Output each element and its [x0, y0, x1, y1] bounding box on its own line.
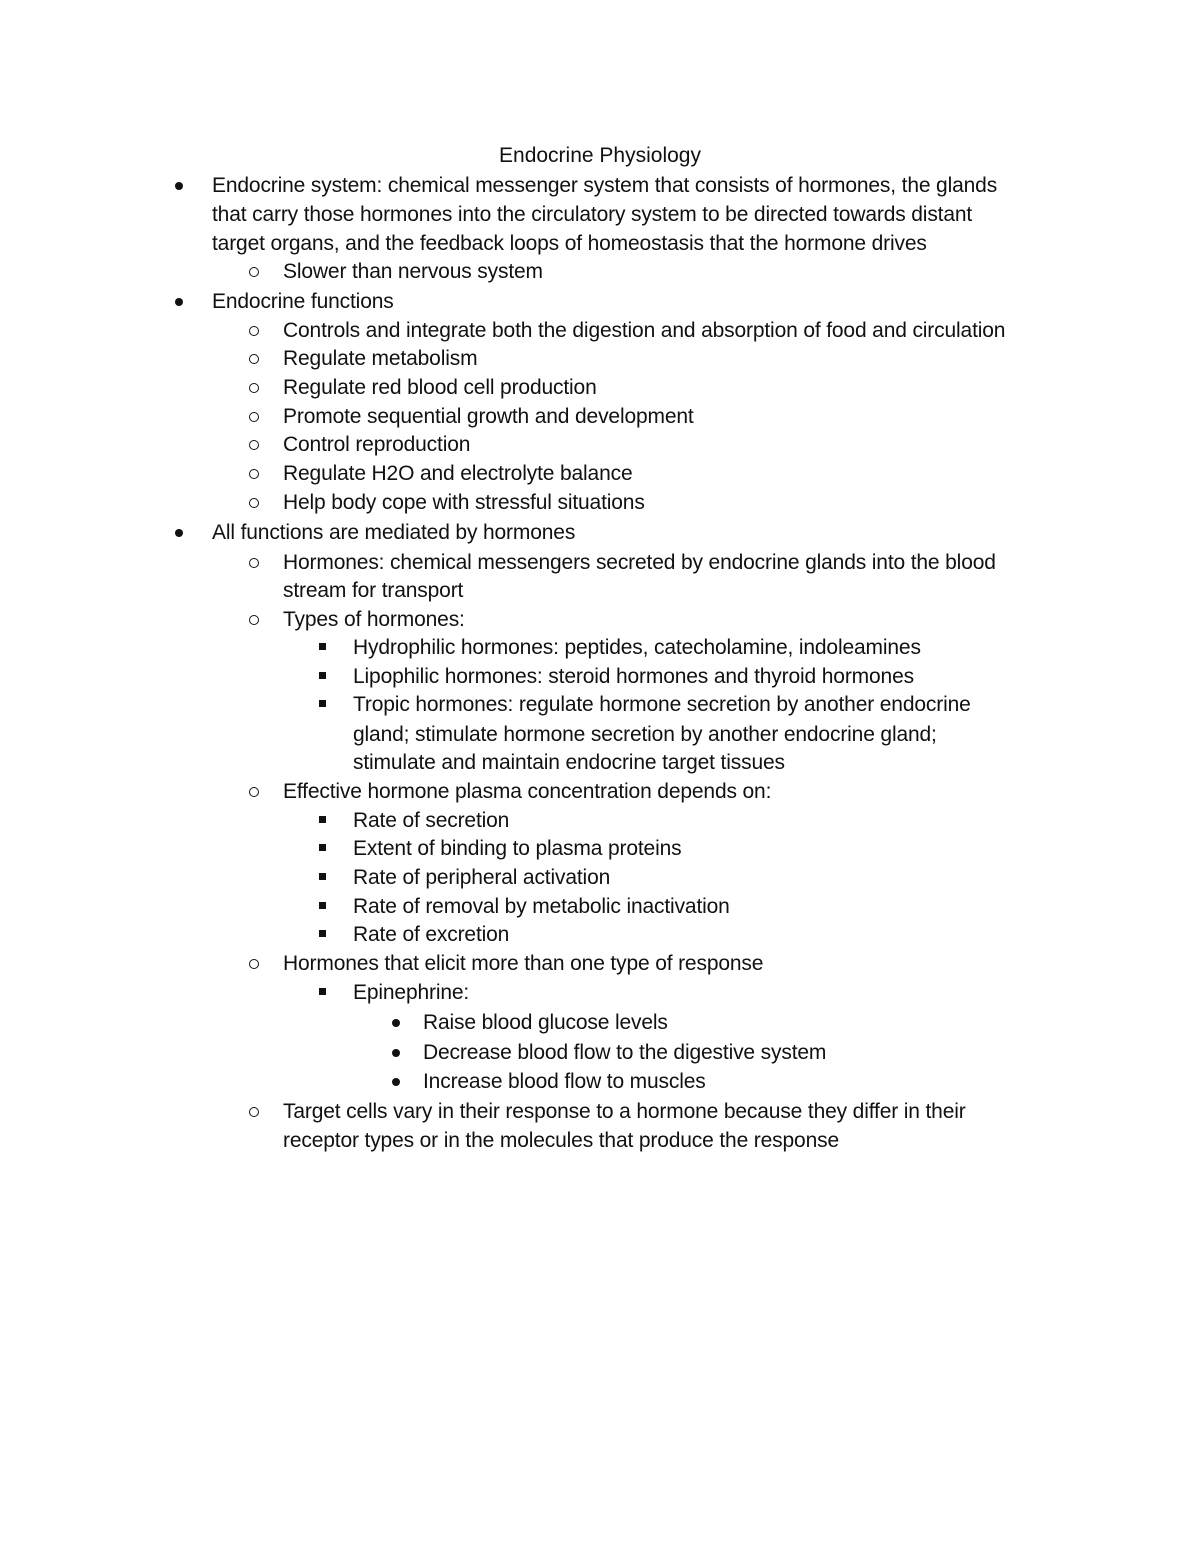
list-item-text: stream for transport — [283, 579, 464, 602]
list-item-text: target organs, and the feedback loops of homeostasis that the hormone drives — [212, 232, 927, 255]
list-item-text: gland; stimulate hormone secretion by another endocrine gland; — [353, 723, 937, 746]
list-item-text: Regulate H2O and electrolyte balance — [283, 462, 633, 485]
bullet-circle-icon — [249, 787, 259, 797]
bullet-disc-icon — [392, 1049, 400, 1057]
list-item-text: Effective hormone plasma concentration depends on: — [283, 780, 772, 803]
bullet-disc-icon — [175, 298, 183, 306]
bullet-disc-icon — [392, 1078, 400, 1086]
bullet-circle-icon — [249, 267, 259, 277]
bullet-circle-icon — [249, 498, 259, 508]
list-item-text: Tropic hormones: regulate hormone secretion by another endocrine — [353, 693, 971, 716]
list-item-text: Help body cope with stressful situations — [283, 491, 645, 514]
list-item-text: Raise blood glucose levels — [423, 1011, 668, 1034]
bullet-circle-icon — [249, 440, 259, 450]
list-item-text: Promote sequential growth and development — [283, 405, 694, 428]
list-item-text: All functions are mediated by hormones — [212, 521, 576, 544]
list-item-text: Decrease blood flow to the digestive system — [423, 1041, 827, 1064]
list-item-text: that carry those hormones into the circulatory system to be directed towards distant — [212, 203, 973, 226]
list-item-text: receptor types or in the molecules that produce the response — [283, 1129, 839, 1152]
list-item-text: Rate of excretion — [353, 923, 510, 946]
list-item-text: Lipophilic hormones: steroid hormones and thyroid hormones — [353, 665, 914, 688]
bullet-square-icon — [319, 672, 326, 679]
document-title: Endocrine Physiology — [499, 144, 701, 167]
list-item-text: Regulate metabolism — [283, 347, 478, 370]
list-item-text: stimulate and maintain endocrine target tissues — [353, 751, 785, 774]
list-item-text: Rate of removal by metabolic inactivation — [353, 895, 730, 918]
list-item-text: Controls and integrate both the digestion and absorption of food and circulation — [283, 319, 1006, 342]
bullet-circle-icon — [249, 615, 259, 625]
bullet-square-icon — [319, 816, 326, 823]
bullet-circle-icon — [249, 383, 259, 393]
list-item-text: Rate of secretion — [353, 809, 510, 832]
bullet-square-icon — [319, 930, 326, 937]
list-item-text: Regulate red blood cell production — [283, 376, 597, 399]
list-item-text: Types of hormones: — [283, 608, 465, 631]
bullet-square-icon — [319, 643, 326, 650]
bullet-circle-icon — [249, 354, 259, 364]
bullet-circle-icon — [249, 558, 259, 568]
bullet-disc-icon — [175, 182, 183, 190]
list-item-text: Increase blood flow to muscles — [423, 1070, 706, 1093]
bullet-square-icon — [319, 873, 326, 880]
list-item-text: Hormones: chemical messengers secreted by endocrine glands into the blood — [283, 551, 996, 574]
bullet-disc-icon — [392, 1019, 400, 1027]
bullet-square-icon — [319, 700, 326, 707]
bullet-circle-icon — [249, 469, 259, 479]
list-item-text: Control reproduction — [283, 433, 471, 456]
bullet-disc-icon — [175, 529, 183, 537]
list-item-text: Endocrine functions — [212, 290, 394, 313]
bullet-square-icon — [319, 902, 326, 909]
list-item-text: Extent of binding to plasma proteins — [353, 837, 682, 860]
bullet-circle-icon — [249, 959, 259, 969]
bullet-circle-icon — [249, 412, 259, 422]
list-item-text: Target cells vary in their response to a hormone because they differ in their — [283, 1100, 966, 1123]
list-item-text: Epinephrine: — [353, 981, 470, 1004]
list-item-text: Hydrophilic hormones: peptides, catecholamine, indoleamines — [353, 636, 921, 659]
bullet-square-icon — [319, 844, 326, 851]
list-item-text: Endocrine system: chemical messenger system that consists of hormones, the glands — [212, 174, 998, 197]
bullet-square-icon — [319, 988, 326, 995]
bullet-circle-icon — [249, 1107, 259, 1117]
bullet-circle-icon — [249, 326, 259, 336]
list-item-text: Slower than nervous system — [283, 260, 543, 283]
list-item-text: Hormones that elicit more than one type of response — [283, 952, 764, 975]
list-item-text: Rate of peripheral activation — [353, 866, 611, 889]
